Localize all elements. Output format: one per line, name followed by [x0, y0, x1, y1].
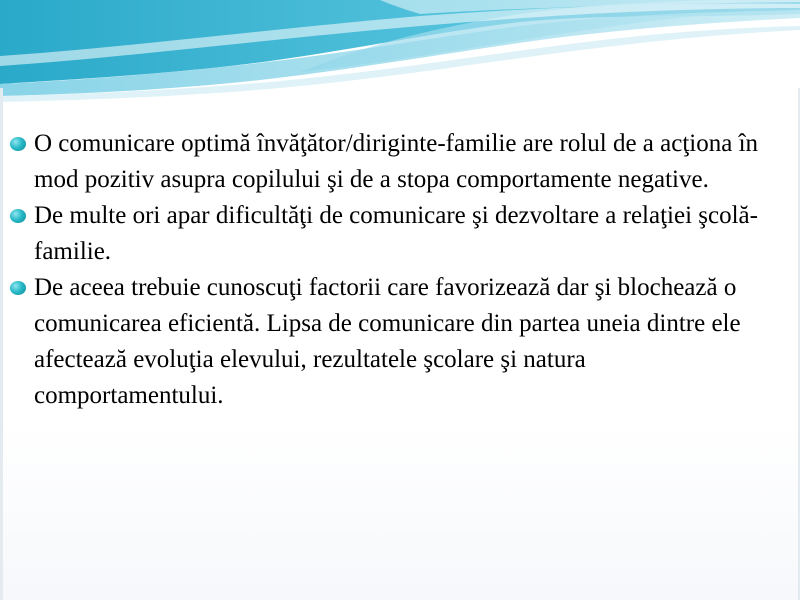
round-bullet-icon	[10, 137, 26, 151]
bullet-item	[10, 270, 770, 414]
round-bullet-icon	[10, 281, 26, 295]
slide-left-border	[0, 88, 3, 600]
slide-body	[10, 126, 770, 414]
bullet-item	[10, 126, 770, 198]
bullet-text: De multe ori apar dificultăţi de comunicare şi dezvoltare a relaţiei şcolă-familie.	[34, 202, 758, 265]
header-wave-decoration	[0, 0, 800, 110]
bullet-text: O comunicare optimă învăţător/diriginte-familie are rolul de a acţiona în mod pozitiv asupra copilului şi de a stopa comportamente negative.	[34, 130, 759, 193]
round-bullet-icon	[10, 209, 26, 223]
bullet-text: De aceea trebuie cunoscuţi factorii care favorizează dar şi blochează o comunicarea eficientă. Lipsa de comunicare din partea uneia dintre ele afectează evoluţia elevului, rezultatele şcolare şi natura comportamentului.	[34, 274, 741, 409]
bullet-item	[10, 198, 770, 270]
